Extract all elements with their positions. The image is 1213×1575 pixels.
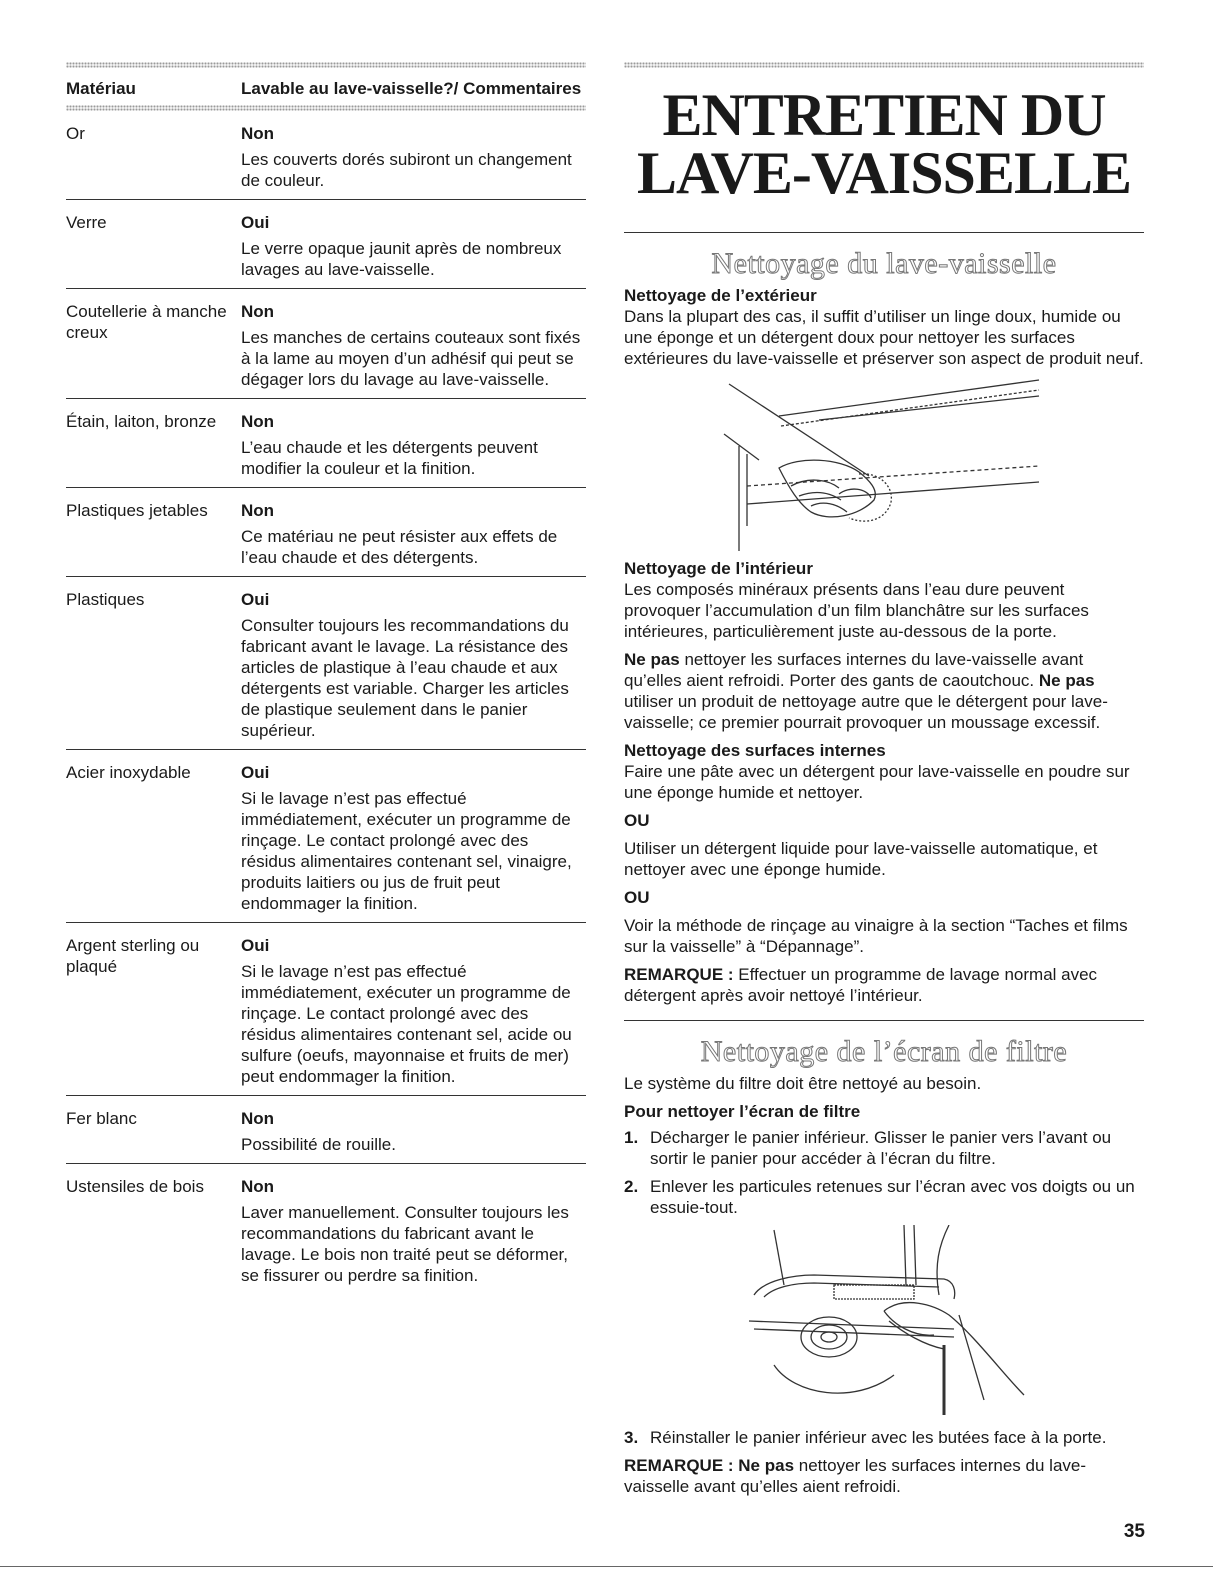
material-info — [241, 1108, 586, 1155]
warning-text: nettoyer les surfaces internes du lave-vaisselle avant qu’elles aient refroidi. Porter des gants de caoutchouc. — [624, 650, 1084, 690]
material-comment: Consulter toujours les recommandations du fabricant avant le lavage. La résistance des articles de plastique à l’eau chaude et aux détergents est variable. Charger les articles de plastique seulement dans le panier supérieur. — [241, 616, 569, 740]
material-comment: L’eau chaude et les détergents peuvent modifier la couleur et la finition. — [241, 438, 538, 478]
page-title-line1: ENTRETIEN DU — [662, 82, 1106, 148]
warning-text-2: utiliser un produit de nettoyage autre que le détergent pour lave-vaisselle; ce premier pourrait provoquer un moussage excessif. — [624, 692, 1108, 732]
material-name: Plastiques jetables — [66, 501, 208, 520]
title-bottom-rule — [624, 232, 1144, 233]
material-comment: Les couverts dorés subiront un changement de couleur. — [241, 150, 572, 190]
material-name: Fer blanc — [66, 1109, 137, 1128]
dishwasher-safe-verdict: Oui — [241, 590, 270, 609]
material-info — [241, 500, 586, 568]
material-comment: Possibilité de rouille. — [241, 1135, 396, 1154]
page-title-line2: LAVE-VAISSELLE — [636, 140, 1132, 206]
material-comment: Laver manuellement. Consulter toujours les recommandations du fabricant avant le lavage. Le bois non traité peut se déformer, se fissurer ou perdre sa finition. — [241, 1203, 569, 1285]
note-text: nettoyer les surfaces internes du lave-vaisselle avant qu’elles aient refroidi. — [624, 1456, 1087, 1496]
interior-note — [624, 964, 1144, 1006]
material-name: Or — [66, 124, 85, 143]
exterior-heading: Nettoyage de l’extérieur — [624, 286, 817, 305]
material-name: Étain, laiton, bronze — [66, 412, 217, 431]
footer-rule — [0, 1566, 1213, 1567]
step-text: Décharger le panier inférieur. Glisser le panier vers l’avant ou sortir le panier pour accéder à l’écran du filtre. — [650, 1128, 1112, 1168]
material-comment: Ce matériau ne peut résister aux effets de l’eau chaude et des détergents. — [241, 527, 558, 567]
step-number: 2. — [624, 1177, 639, 1196]
material-comment: Le verre opaque jaunit après de nombreux lavages au lave-vaisselle. — [241, 239, 562, 279]
table-row — [66, 399, 586, 488]
material-name: Ustensiles de bois — [66, 1177, 204, 1196]
filter-step — [624, 1127, 1144, 1169]
exterior-cleaning-illustration — [719, 376, 1049, 556]
liquid-detergent-text: Utiliser un détergent liquide pour lave-vaisselle automatique, et nettoyer avec une éponge humide. — [624, 839, 1098, 879]
table-row — [66, 289, 586, 399]
interior-text: Les composés minéraux présents dans l’eau dure peuvent provoquer l’accumulation d’un film blanchâtre sur les surfaces intérieures, particulièrement juste au-dessous de la porte. — [624, 580, 1089, 641]
exterior-text: Dans la plupart des cas, il suffit d’utiliser un linge doux, humide ou une éponge et un détergent doux pour nettoyer les surfaces extérieures du lave-vaisselle et préserver son aspect de produit neuf. — [624, 307, 1144, 368]
title-top-rule — [624, 62, 1144, 68]
vinegar-rinse-text: Voir la méthode de rinçage au vinaigre à la section “Taches et films sur la vaisselle” à “Dépannage”. — [624, 916, 1128, 956]
material-info — [241, 935, 586, 1087]
material-name: Acier inoxydable — [66, 763, 191, 782]
dishwasher-safe-verdict: Non — [241, 124, 275, 143]
or-label: OU — [624, 888, 650, 907]
step-number: 1. — [624, 1128, 639, 1147]
step-number: 3. — [624, 1428, 639, 1447]
note-text: Effectuer un programme de lavage normal avec détergent après avoir nettoyé l’intérieur. — [624, 965, 1098, 1005]
or-label: OU — [624, 811, 650, 830]
table-row — [66, 577, 586, 750]
material-comment: Si le lavage n’est pas effectué immédiatement, exécuter un programme de rinçage. Le contact prolongé avec des résidus alimentaires contenant sel, vinaigre, produits laitiers ou jus de fruit peut endommager la finition. — [241, 789, 572, 913]
material-info — [241, 212, 586, 280]
dishwasher-safe-verdict: Oui — [241, 213, 270, 232]
dishwasher-safe-verdict: Non — [241, 412, 275, 431]
material-table — [66, 62, 586, 1294]
filter-note — [624, 1455, 1144, 1497]
material-info — [241, 123, 586, 191]
table-row — [66, 1164, 586, 1294]
dishwasher-safe-verdict: Non — [241, 1109, 275, 1128]
table-row — [66, 488, 586, 577]
material-name: Verre — [66, 213, 107, 232]
dishwasher-safe-verdict: Non — [241, 302, 275, 321]
dishwasher-safe-verdict: Oui — [241, 763, 270, 782]
table-row — [66, 750, 586, 923]
note-lead: REMARQUE : Ne pas — [624, 1456, 795, 1475]
table-header — [66, 68, 586, 105]
internal-surfaces-text: Faire une pâte avec un détergent pour lave-vaisselle en poudre sur une éponge humide et nettoyer. — [624, 762, 1130, 802]
right-column — [624, 62, 1144, 1504]
material-info — [241, 1176, 586, 1286]
material-info — [241, 301, 586, 390]
step-text: Réinstaller le panier inférieur avec les butées face à la porte. — [650, 1428, 1107, 1447]
filter-intro: Le système du filtre doit être nettoyé au besoin. — [624, 1074, 982, 1093]
header-comments: Lavable au lave-vaisselle?/ Commentaires — [241, 79, 582, 98]
material-info — [241, 762, 586, 914]
dishwasher-safe-verdict: Non — [241, 501, 275, 520]
material-info — [241, 589, 586, 741]
filter-step — [624, 1427, 1144, 1448]
note-lead: REMARQUE : — [624, 965, 734, 984]
table-row — [66, 111, 586, 200]
internal-surfaces-heading: Nettoyage des surfaces internes — [624, 741, 886, 760]
material-comment: Les manches de certains couteaux sont fixés à la lame au moyen d’un adhésif qui peut se dégager lors du lavage au lave-vaisselle. — [241, 328, 581, 389]
table-row — [66, 1096, 586, 1164]
page-number: 35 — [1123, 1521, 1145, 1542]
material-name: Coutellerie à manche creux — [66, 302, 227, 342]
section-heading-cleaning: Nettoyage du lave-vaisselle — [711, 247, 1057, 280]
section-rule — [624, 1020, 1144, 1021]
filter-step — [624, 1176, 1144, 1218]
page-title — [624, 82, 1144, 206]
section-heading-filter: Nettoyage de l’écran de filtre — [700, 1035, 1068, 1068]
material-comment: Si le lavage n’est pas effectué immédiatement, exécuter un programme de rinçage. Le contact prolongé avec des résidus alimentaires contenant sel, acide ou sulfure (oeufs, mayonnaise et fruits de mer) peut endommager la finition. — [241, 962, 572, 1086]
table-row — [66, 200, 586, 289]
table-row — [66, 923, 586, 1096]
interior-heading: Nettoyage de l’intérieur — [624, 559, 813, 578]
dishwasher-safe-verdict: Oui — [241, 936, 270, 955]
header-material: Matériau — [66, 79, 136, 98]
interior-warning — [624, 649, 1144, 733]
material-name: Argent sterling ou plaqué — [66, 936, 200, 976]
filter-cleaning-illustration — [734, 1225, 1034, 1415]
filter-steps-heading: Pour nettoyer l’écran de filtre — [624, 1102, 861, 1121]
dishwasher-safe-verdict: Non — [241, 1177, 275, 1196]
material-info — [241, 411, 586, 479]
warning-lead: Ne pas — [624, 650, 680, 669]
warning-lead-2: Ne pas — [1038, 671, 1095, 690]
material-name: Plastiques — [66, 590, 145, 609]
step-text: Enlever les particules retenues sur l’écran avec vos doigts ou un essuie-tout. — [650, 1177, 1135, 1217]
